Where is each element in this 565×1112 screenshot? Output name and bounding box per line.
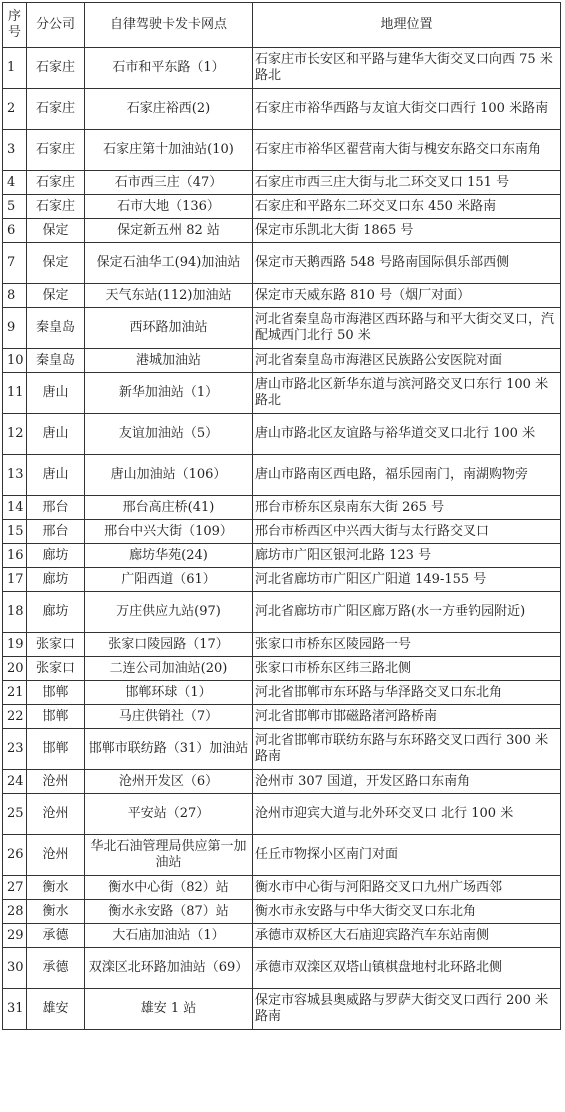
cell-branch: 唐山 bbox=[27, 455, 85, 496]
cell-address: 河北省秦皇岛市海港区西环路与和平大街交叉口，汽配城西门北行 50 米 bbox=[253, 308, 561, 349]
cell-address: 河北省廊坊市广阳区广阳道 149-155 号 bbox=[253, 568, 561, 592]
cell-branch: 廊坊 bbox=[27, 544, 85, 568]
table-row bbox=[3, 171, 561, 195]
cell-point: 石家庄裕西(2) bbox=[85, 89, 253, 130]
cell-branch: 衡水 bbox=[27, 900, 85, 924]
cell-branch: 保定 bbox=[27, 219, 85, 243]
cell-address: 廊坊市广阳区银河北路 123 号 bbox=[253, 544, 561, 568]
cell-point: 邯郸市联纺路（31）加油站 bbox=[85, 729, 253, 770]
table-row bbox=[3, 544, 561, 568]
cell-address: 衡水市永安路与中华大街交叉口东北角 bbox=[253, 900, 561, 924]
cell-no: 16 bbox=[3, 544, 27, 568]
cell-no: 5 bbox=[3, 195, 27, 219]
cell-address: 保定市天鹅西路 548 号路南国际俱乐部西侧 bbox=[253, 243, 561, 284]
table-row bbox=[3, 414, 561, 455]
cell-address: 石家庄市西三庄大街与北二环交叉口 151 号 bbox=[253, 171, 561, 195]
cell-point: 新华加油站（1） bbox=[85, 373, 253, 414]
cell-no: 10 bbox=[3, 349, 27, 373]
table-row bbox=[3, 794, 561, 835]
cell-no: 2 bbox=[3, 89, 27, 130]
cell-point: 石市大地（136） bbox=[85, 195, 253, 219]
cell-branch: 雄安 bbox=[27, 989, 85, 1030]
cell-point: 衡水中心街（82）站 bbox=[85, 876, 253, 900]
cell-branch: 邢台 bbox=[27, 520, 85, 544]
cell-point: 保定新五州 82 站 bbox=[85, 219, 253, 243]
cell-point: 唐山加油站（106） bbox=[85, 455, 253, 496]
cell-no: 17 bbox=[3, 568, 27, 592]
cell-branch: 石家庄 bbox=[27, 89, 85, 130]
cell-no: 3 bbox=[3, 130, 27, 171]
cell-point: 华北石油管理局供应第一加油站 bbox=[85, 835, 253, 876]
cell-point: 保定石油华工(94)加油站 bbox=[85, 243, 253, 284]
cell-address: 保定市天威东路 810 号（烟厂对面） bbox=[253, 284, 561, 308]
cell-address: 沧州市迎宾大道与北外环交叉口 北行 100 米 bbox=[253, 794, 561, 835]
cell-point: 西环路加油站 bbox=[85, 308, 253, 349]
cell-address: 石家庄和平路东二环交叉口东 450 米路南 bbox=[253, 195, 561, 219]
cell-address: 石家庄市裕华西路与友谊大街交口西行 100 米路南 bbox=[253, 89, 561, 130]
cell-branch: 邯郸 bbox=[27, 705, 85, 729]
cell-no: 13 bbox=[3, 455, 27, 496]
cell-no: 30 bbox=[3, 948, 27, 989]
cell-no: 24 bbox=[3, 770, 27, 794]
cell-point: 双滦区北环路加油站（69） bbox=[85, 948, 253, 989]
cell-branch: 石家庄 bbox=[27, 130, 85, 171]
cell-no: 28 bbox=[3, 900, 27, 924]
cell-branch: 保定 bbox=[27, 284, 85, 308]
table-row bbox=[3, 770, 561, 794]
cell-address: 河北省邯郸市邯磁路渚河路桥南 bbox=[253, 705, 561, 729]
cell-address: 河北省邯郸市联纺东路与东环路交叉口西行 300 米路南 bbox=[253, 729, 561, 770]
cell-branch: 廊坊 bbox=[27, 568, 85, 592]
table-row bbox=[3, 373, 561, 414]
cell-address: 唐山市路北区新华东道与滨河路交叉口东行 100 米路北 bbox=[253, 373, 561, 414]
cell-branch: 沧州 bbox=[27, 794, 85, 835]
cell-no: 25 bbox=[3, 794, 27, 835]
cell-address: 保定市乐凯北大街 1865 号 bbox=[253, 219, 561, 243]
cell-point: 邯郸环球（1） bbox=[85, 681, 253, 705]
cell-address: 河北省秦皇岛市海港区民族路公安医院对面 bbox=[253, 349, 561, 373]
cell-address: 邢台市桥西区中兴西大街与太行路交叉口 bbox=[253, 520, 561, 544]
cell-point: 石市西三庄（47） bbox=[85, 171, 253, 195]
cell-no: 7 bbox=[3, 243, 27, 284]
cell-point: 大石庙加油站（1） bbox=[85, 924, 253, 948]
cell-point: 石家庄第十加油站(10) bbox=[85, 130, 253, 171]
table-row bbox=[3, 520, 561, 544]
cell-no: 29 bbox=[3, 924, 27, 948]
cell-point: 廊坊华苑(24) bbox=[85, 544, 253, 568]
cell-branch: 邯郸 bbox=[27, 681, 85, 705]
table-row bbox=[3, 284, 561, 308]
cell-no: 20 bbox=[3, 657, 27, 681]
cell-branch: 秦皇岛 bbox=[27, 308, 85, 349]
cell-branch: 承德 bbox=[27, 924, 85, 948]
cell-no: 23 bbox=[3, 729, 27, 770]
cell-address: 唐山市路南区西电路，福乐园南门，南湖购物旁 bbox=[253, 455, 561, 496]
table-row bbox=[3, 924, 561, 948]
table-row bbox=[3, 130, 561, 171]
table-row bbox=[3, 900, 561, 924]
cell-point: 沧州开发区（6） bbox=[85, 770, 253, 794]
table-row bbox=[3, 681, 561, 705]
cell-no: 14 bbox=[3, 496, 27, 520]
table-row bbox=[3, 592, 561, 633]
table-row bbox=[3, 455, 561, 496]
cell-point: 港城加油站 bbox=[85, 349, 253, 373]
cell-no: 31 bbox=[3, 989, 27, 1030]
cell-branch: 石家庄 bbox=[27, 171, 85, 195]
header-branch: 分公司 bbox=[27, 3, 85, 48]
table-row bbox=[3, 568, 561, 592]
header-point: 自律驾驶卡发卡网点 bbox=[85, 3, 253, 48]
cell-no: 22 bbox=[3, 705, 27, 729]
cell-address: 承德市双滦区双塔山镇棋盘地村北环路北侧 bbox=[253, 948, 561, 989]
cell-address: 石家庄市长安区和平路与建华大街交叉口向西 75 米路北 bbox=[253, 48, 561, 89]
cell-no: 27 bbox=[3, 876, 27, 900]
cell-branch: 张家口 bbox=[27, 633, 85, 657]
table-row bbox=[3, 989, 561, 1030]
header-no: 序号 bbox=[3, 3, 27, 48]
cell-address: 唐山市路北区友谊路与裕华道交叉口北行 100 米 bbox=[253, 414, 561, 455]
cell-no: 1 bbox=[3, 48, 27, 89]
cell-branch: 石家庄 bbox=[27, 48, 85, 89]
cell-branch: 石家庄 bbox=[27, 195, 85, 219]
table-row bbox=[3, 657, 561, 681]
table-row bbox=[3, 89, 561, 130]
cell-address: 保定市容城县奥威路与罗萨大街交叉口西行 200 米路南 bbox=[253, 989, 561, 1030]
cell-point: 万庄供应九站(97) bbox=[85, 592, 253, 633]
table-row bbox=[3, 633, 561, 657]
table-row bbox=[3, 705, 561, 729]
cell-point: 雄安 1 站 bbox=[85, 989, 253, 1030]
header-row bbox=[3, 3, 561, 48]
table-row bbox=[3, 243, 561, 284]
cell-branch: 廊坊 bbox=[27, 592, 85, 633]
cell-no: 15 bbox=[3, 520, 27, 544]
table-row bbox=[3, 876, 561, 900]
cell-address: 邢台市桥东区泉南东大街 265 号 bbox=[253, 496, 561, 520]
cell-no: 4 bbox=[3, 171, 27, 195]
cell-point: 石市和平东路（1） bbox=[85, 48, 253, 89]
cell-address: 石家庄市裕华区翟营南大街与槐安东路交口东南角 bbox=[253, 130, 561, 171]
table-wrapper bbox=[2, 2, 561, 1030]
cell-address: 张家口市桥东区陵园路一号 bbox=[253, 633, 561, 657]
table-row bbox=[3, 835, 561, 876]
cell-no: 12 bbox=[3, 414, 27, 455]
cell-no: 6 bbox=[3, 219, 27, 243]
cell-branch: 沧州 bbox=[27, 770, 85, 794]
cell-address: 沧州市 307 国道，开发区路口东南角 bbox=[253, 770, 561, 794]
cell-no: 19 bbox=[3, 633, 27, 657]
cell-point: 二连公司加油站(20) bbox=[85, 657, 253, 681]
cell-no: 21 bbox=[3, 681, 27, 705]
cell-branch: 邯郸 bbox=[27, 729, 85, 770]
cell-branch: 唐山 bbox=[27, 373, 85, 414]
cell-point: 马庄供销社（7） bbox=[85, 705, 253, 729]
table-row bbox=[3, 948, 561, 989]
cell-address: 河北省廊坊市广阳区廊万路(水一方垂钓园附近) bbox=[253, 592, 561, 633]
cell-no: 26 bbox=[3, 835, 27, 876]
cell-no: 8 bbox=[3, 284, 27, 308]
table-row bbox=[3, 219, 561, 243]
cell-point: 友谊加油站（5） bbox=[85, 414, 253, 455]
table-row bbox=[3, 349, 561, 373]
cell-no: 18 bbox=[3, 592, 27, 633]
cell-no: 11 bbox=[3, 373, 27, 414]
cell-point: 平安站（27） bbox=[85, 794, 253, 835]
cell-branch: 邢台 bbox=[27, 496, 85, 520]
table-row bbox=[3, 48, 561, 89]
cell-point: 张家口陵园路（17） bbox=[85, 633, 253, 657]
table-body bbox=[3, 48, 561, 1030]
cell-branch: 张家口 bbox=[27, 657, 85, 681]
table-row bbox=[3, 496, 561, 520]
cell-point: 广阳西道（61） bbox=[85, 568, 253, 592]
cell-branch: 沧州 bbox=[27, 835, 85, 876]
cell-address: 衡水市中心街与河阳路交叉口九州广场西邻 bbox=[253, 876, 561, 900]
cell-branch: 保定 bbox=[27, 243, 85, 284]
cell-point: 邢台中兴大街（109） bbox=[85, 520, 253, 544]
cell-address: 张家口市桥东区纬三路北侧 bbox=[253, 657, 561, 681]
cell-point: 天气东站(112)加油站 bbox=[85, 284, 253, 308]
cell-branch: 秦皇岛 bbox=[27, 349, 85, 373]
cell-address: 任丘市物探小区南门对面 bbox=[253, 835, 561, 876]
cell-no: 9 bbox=[3, 308, 27, 349]
cell-branch: 衡水 bbox=[27, 876, 85, 900]
cell-point: 邢台高庄桥(41) bbox=[85, 496, 253, 520]
header-address: 地理位置 bbox=[253, 3, 561, 48]
cell-address: 承德市双桥区大石庙迎宾路汽车东站南侧 bbox=[253, 924, 561, 948]
card-outlet-table bbox=[2, 2, 561, 1030]
cell-point: 衡水永安路（87）站 bbox=[85, 900, 253, 924]
table-row bbox=[3, 195, 561, 219]
cell-address: 河北省邯郸市东环路与华泽路交叉口东北角 bbox=[253, 681, 561, 705]
cell-branch: 承德 bbox=[27, 948, 85, 989]
table-row bbox=[3, 308, 561, 349]
table-row bbox=[3, 729, 561, 770]
cell-branch: 唐山 bbox=[27, 414, 85, 455]
